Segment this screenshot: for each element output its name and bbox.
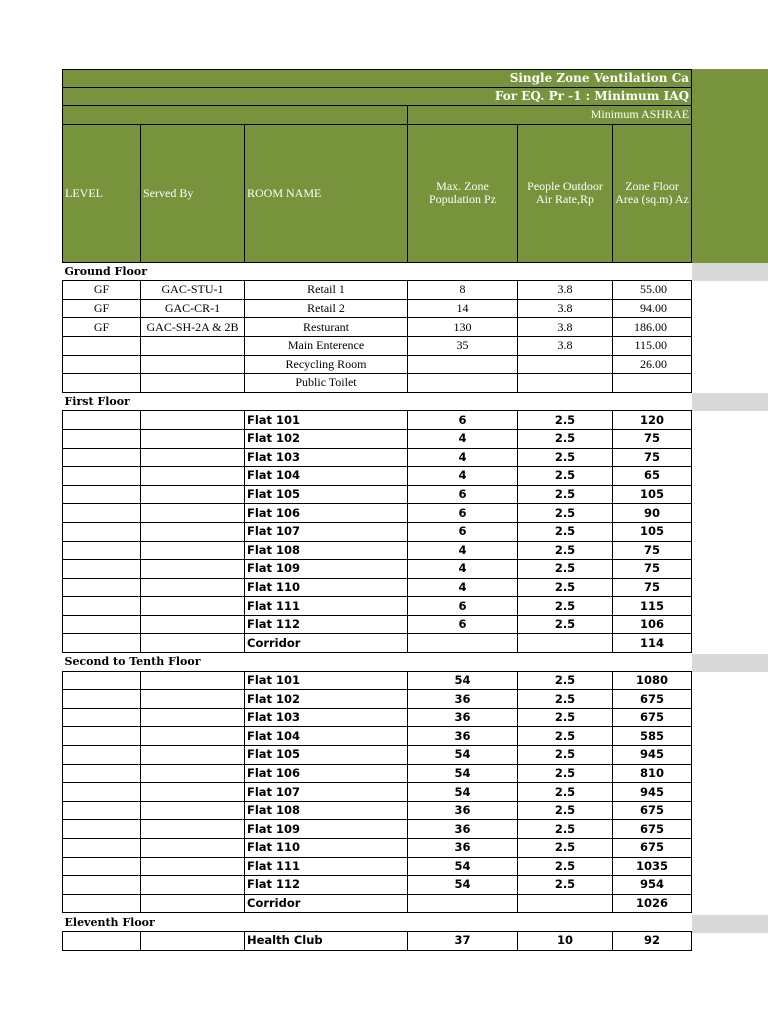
cell-served-by <box>141 820 245 839</box>
cell-pz: 4 <box>408 560 518 579</box>
table-row <box>63 876 692 895</box>
cell-level <box>63 783 141 802</box>
cell-pz: 6 <box>408 597 518 616</box>
cell-served-by <box>141 355 245 374</box>
cell-rp: 2.5 <box>518 429 613 448</box>
cell-served-by <box>141 504 245 523</box>
cell-rp: 2.5 <box>518 504 613 523</box>
cell-level <box>63 597 141 616</box>
cell-served-by <box>141 615 245 634</box>
cell-served-by <box>141 448 245 467</box>
cell-served-by <box>141 336 245 355</box>
cell-pz: 36 <box>408 801 518 820</box>
cell-level <box>63 801 141 820</box>
section-label: Ground Floor <box>63 262 692 281</box>
table-row <box>63 578 692 597</box>
cell-az: 810 <box>613 764 692 783</box>
cell-served-by <box>141 467 245 486</box>
cell-pz: 54 <box>408 746 518 765</box>
cell-level <box>63 634 141 653</box>
cell-room: Flat 112 <box>245 876 408 895</box>
table-row <box>63 281 692 300</box>
cell-pz: 36 <box>408 727 518 746</box>
cell-served-by <box>141 708 245 727</box>
cell-az: 106 <box>613 615 692 634</box>
table-row <box>63 429 692 448</box>
cell-rp: 2.5 <box>518 708 613 727</box>
table-row <box>63 857 692 876</box>
cell-served-by <box>141 634 245 653</box>
cell-level <box>63 615 141 634</box>
cell-rp: 2.5 <box>518 857 613 876</box>
cell-room: Flat 102 <box>245 690 408 709</box>
cell-pz: 54 <box>408 671 518 690</box>
cell-room: Flat 106 <box>245 504 408 523</box>
cell-rp <box>518 634 613 653</box>
cell-served-by <box>141 876 245 895</box>
cell-level <box>63 411 141 430</box>
cell-rp: 2.5 <box>518 448 613 467</box>
cell-level: GF <box>63 318 141 337</box>
cell-pz: 36 <box>408 690 518 709</box>
cell-pz: 54 <box>408 764 518 783</box>
header-level: LEVEL <box>63 124 141 262</box>
cell-pz: 6 <box>408 485 518 504</box>
cell-room: Flat 110 <box>245 839 408 858</box>
cell-pz: 54 <box>408 783 518 802</box>
green-header-band <box>691 69 768 263</box>
cell-room: Flat 111 <box>245 597 408 616</box>
cell-served-by <box>141 783 245 802</box>
cell-level <box>63 839 141 858</box>
cell-rp: 2.5 <box>518 615 613 634</box>
cell-served-by <box>141 931 245 950</box>
cell-level <box>63 429 141 448</box>
title-row-1 <box>63 70 692 88</box>
cell-az: 1080 <box>613 671 692 690</box>
ventilation-table <box>62 69 692 951</box>
cell-az: 75 <box>613 560 692 579</box>
cell-az: 120 <box>613 411 692 430</box>
cell-az: 105 <box>613 485 692 504</box>
table-row <box>63 299 692 318</box>
cell-level <box>63 374 141 393</box>
cell-az <box>613 374 692 393</box>
cell-room: Flat 104 <box>245 727 408 746</box>
table-row <box>63 485 692 504</box>
cell-served-by <box>141 374 245 393</box>
cell-room: Flat 103 <box>245 448 408 467</box>
ground-floor-bar <box>691 263 768 281</box>
cell-room: Public Toilet <box>245 374 408 393</box>
cell-room: Flat 109 <box>245 820 408 839</box>
cell-rp: 2.5 <box>518 839 613 858</box>
cell-rp: 2.5 <box>518 485 613 504</box>
first-floor-bar <box>691 393 768 411</box>
table-row <box>63 504 692 523</box>
cell-level <box>63 522 141 541</box>
cell-rp: 2.5 <box>518 876 613 895</box>
table-row <box>63 708 692 727</box>
cell-pz: 4 <box>408 429 518 448</box>
title-line-2: For EQ. Pr -1 : Minimum IAQ <box>63 88 692 106</box>
title-blank <box>63 106 408 125</box>
cell-room: Flat 112 <box>245 615 408 634</box>
cell-az: 75 <box>613 541 692 560</box>
cell-pz: 35 <box>408 336 518 355</box>
cell-pz: 4 <box>408 578 518 597</box>
cell-served-by <box>141 727 245 746</box>
cell-az: 115 <box>613 597 692 616</box>
cell-room: Flat 106 <box>245 764 408 783</box>
table-row <box>63 634 692 653</box>
cell-rp: 2.5 <box>518 541 613 560</box>
cell-served-by <box>141 560 245 579</box>
cell-served-by: GAC-CR-1 <box>141 299 245 318</box>
cell-level <box>63 931 141 950</box>
cell-served-by <box>141 541 245 560</box>
cell-pz: 4 <box>408 448 518 467</box>
second-floor-bar <box>691 654 768 672</box>
table-row <box>63 894 692 913</box>
cell-pz: 6 <box>408 411 518 430</box>
cell-rp: 3.8 <box>518 336 613 355</box>
cell-level <box>63 504 141 523</box>
table-row <box>63 318 692 337</box>
cell-rp: 2.5 <box>518 597 613 616</box>
cell-az: 92 <box>613 931 692 950</box>
cell-level <box>63 541 141 560</box>
cell-rp: 2.5 <box>518 764 613 783</box>
cell-served-by <box>141 894 245 913</box>
header-served-by: Served By <box>141 124 245 262</box>
header-pz: Max. Zone Population Pz <box>408 124 518 262</box>
cell-az: 945 <box>613 783 692 802</box>
table-row <box>63 615 692 634</box>
cell-pz <box>408 894 518 913</box>
cell-pz: 8 <box>408 281 518 300</box>
table-row <box>63 522 692 541</box>
cell-az: 75 <box>613 448 692 467</box>
table-row <box>63 746 692 765</box>
table-row <box>63 931 692 950</box>
cell-rp <box>518 374 613 393</box>
cell-rp: 2.5 <box>518 578 613 597</box>
cell-room: Flat 102 <box>245 429 408 448</box>
section-row <box>63 913 692 932</box>
cell-pz: 36 <box>408 820 518 839</box>
cell-room: Flat 109 <box>245 560 408 579</box>
table-row <box>63 541 692 560</box>
cell-pz: 54 <box>408 876 518 895</box>
table-row <box>63 801 692 820</box>
cell-az: 675 <box>613 708 692 727</box>
cell-served-by <box>141 690 245 709</box>
cell-served-by <box>141 429 245 448</box>
table-row <box>63 671 692 690</box>
section-row <box>63 653 692 672</box>
cell-az: 675 <box>613 690 692 709</box>
cell-level <box>63 448 141 467</box>
cell-room: Flat 105 <box>245 746 408 765</box>
cell-served-by <box>141 597 245 616</box>
cell-level <box>63 820 141 839</box>
table-row <box>63 597 692 616</box>
cell-rp: 3.8 <box>518 299 613 318</box>
cell-room: Main Enterence <box>245 336 408 355</box>
cell-room: Retail 1 <box>245 281 408 300</box>
header-rp: People Outdoor Air Rate,Rp <box>518 124 613 262</box>
table-row <box>63 448 692 467</box>
cell-level <box>63 876 141 895</box>
cell-rp: 2.5 <box>518 690 613 709</box>
cell-az: 675 <box>613 801 692 820</box>
cell-rp: 2.5 <box>518 727 613 746</box>
cell-az: 90 <box>613 504 692 523</box>
cell-served-by <box>141 764 245 783</box>
cell-pz: 6 <box>408 615 518 634</box>
section-row <box>63 262 692 281</box>
cell-pz: 6 <box>408 504 518 523</box>
cell-az: 65 <box>613 467 692 486</box>
cell-room: Health Club <box>245 931 408 950</box>
cell-az: 585 <box>613 727 692 746</box>
cell-level <box>63 746 141 765</box>
cell-az: 1026 <box>613 894 692 913</box>
cell-room: Retail 2 <box>245 299 408 318</box>
table-row <box>63 467 692 486</box>
cell-room: Flat 103 <box>245 708 408 727</box>
section-label: First Floor <box>63 392 692 411</box>
table-row <box>63 690 692 709</box>
title-row-3 <box>63 106 692 125</box>
cell-level <box>63 560 141 579</box>
cell-rp: 2.5 <box>518 467 613 486</box>
cell-served-by <box>141 857 245 876</box>
cell-rp: 2.5 <box>518 746 613 765</box>
cell-az: 115.00 <box>613 336 692 355</box>
table-row <box>63 727 692 746</box>
cell-az: 675 <box>613 839 692 858</box>
cell-pz: 14 <box>408 299 518 318</box>
cell-level <box>63 485 141 504</box>
table-row <box>63 560 692 579</box>
cell-az: 114 <box>613 634 692 653</box>
cell-served-by: GAC-STU-1 <box>141 281 245 300</box>
cell-level <box>63 671 141 690</box>
cell-pz: 130 <box>408 318 518 337</box>
header-room-name: ROOM NAME <box>245 124 408 262</box>
cell-az: 75 <box>613 429 692 448</box>
section-label: Eleventh Floor <box>63 913 692 932</box>
cell-rp: 2.5 <box>518 560 613 579</box>
table-row <box>63 839 692 858</box>
cell-room: Corridor <box>245 634 408 653</box>
table-row <box>63 820 692 839</box>
cell-az: 75 <box>613 578 692 597</box>
cell-level: GF <box>63 299 141 318</box>
cell-rp <box>518 355 613 374</box>
cell-served-by <box>141 801 245 820</box>
cell-pz: 4 <box>408 541 518 560</box>
cell-room: Resturant <box>245 318 408 337</box>
cell-level <box>63 894 141 913</box>
cell-az: 945 <box>613 746 692 765</box>
table-row <box>63 764 692 783</box>
cell-pz <box>408 355 518 374</box>
table-row <box>63 336 692 355</box>
cell-room: Flat 101 <box>245 411 408 430</box>
cell-az: 186.00 <box>613 318 692 337</box>
cell-level: GF <box>63 281 141 300</box>
cell-level <box>63 336 141 355</box>
cell-az: 675 <box>613 820 692 839</box>
cell-room: Flat 107 <box>245 522 408 541</box>
cell-pz: 6 <box>408 522 518 541</box>
cell-room: Flat 101 <box>245 671 408 690</box>
cell-az: 1035 <box>613 857 692 876</box>
cell-room: Flat 108 <box>245 801 408 820</box>
cell-pz: 4 <box>408 467 518 486</box>
cell-rp: 3.8 <box>518 281 613 300</box>
cell-az: 26.00 <box>613 355 692 374</box>
table-row <box>63 355 692 374</box>
cell-served-by: GAC-SH-2A & 2B <box>141 318 245 337</box>
eleventh-floor-bar <box>691 915 768 933</box>
cell-rp: 2.5 <box>518 820 613 839</box>
cell-room: Flat 104 <box>245 467 408 486</box>
section-label: Second to Tenth Floor <box>63 653 692 672</box>
cell-az: 55.00 <box>613 281 692 300</box>
table-row <box>63 411 692 430</box>
cell-rp: 2.5 <box>518 411 613 430</box>
title-line-3: Minimum ASHRAE <box>408 106 692 125</box>
header-az: Zone Floor Area (sq.m) Az <box>613 124 692 262</box>
cell-served-by <box>141 746 245 765</box>
cell-room: Flat 105 <box>245 485 408 504</box>
cell-level <box>63 764 141 783</box>
table-row <box>63 783 692 802</box>
cell-room: Flat 111 <box>245 857 408 876</box>
table-row <box>63 374 692 393</box>
cell-room: Flat 107 <box>245 783 408 802</box>
cell-rp: 10 <box>518 931 613 950</box>
cell-pz <box>408 374 518 393</box>
cell-room: Corridor <box>245 894 408 913</box>
cell-served-by <box>141 411 245 430</box>
column-header-row <box>63 124 692 262</box>
section-row <box>63 392 692 411</box>
cell-az: 94.00 <box>613 299 692 318</box>
cell-pz: 37 <box>408 931 518 950</box>
cell-rp: 2.5 <box>518 671 613 690</box>
ventilation-sheet <box>62 69 691 951</box>
cell-room: Recycling Room <box>245 355 408 374</box>
cell-rp: 2.5 <box>518 783 613 802</box>
cell-az: 105 <box>613 522 692 541</box>
cell-room: Flat 108 <box>245 541 408 560</box>
title-line-1: Single Zone Ventilation Ca <box>63 70 692 88</box>
cell-served-by <box>141 522 245 541</box>
cell-rp: 2.5 <box>518 801 613 820</box>
cell-room: Flat 110 <box>245 578 408 597</box>
cell-served-by <box>141 839 245 858</box>
cell-az: 954 <box>613 876 692 895</box>
cell-level <box>63 355 141 374</box>
cell-level <box>63 857 141 876</box>
cell-level <box>63 727 141 746</box>
cell-pz <box>408 634 518 653</box>
cell-level <box>63 708 141 727</box>
cell-served-by <box>141 671 245 690</box>
cell-served-by <box>141 578 245 597</box>
cell-pz: 36 <box>408 839 518 858</box>
cell-rp: 2.5 <box>518 522 613 541</box>
cell-level <box>63 690 141 709</box>
title-row-2 <box>63 88 692 106</box>
cell-pz: 36 <box>408 708 518 727</box>
cell-served-by <box>141 485 245 504</box>
cell-rp: 3.8 <box>518 318 613 337</box>
cell-level <box>63 467 141 486</box>
cell-level <box>63 578 141 597</box>
cell-rp <box>518 894 613 913</box>
cell-pz: 54 <box>408 857 518 876</box>
